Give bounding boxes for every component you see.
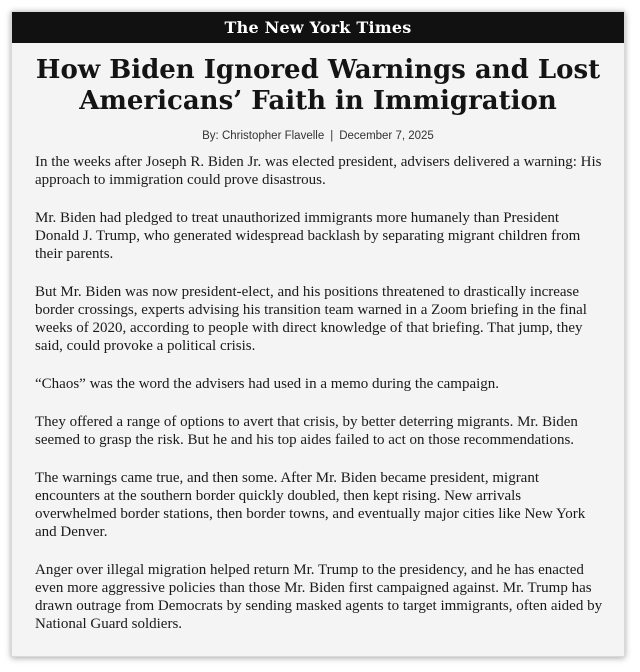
- article-paragraph: Mr. Biden had pledged to treat unauthorized immigrants more humanely than President Donald J. Trump, who generated widespread backlash by separating migrant children from their parents.: [35, 210, 581, 262]
- byline-author[interactable]: By: Christopher Flavelle: [202, 130, 325, 142]
- article-paragraph: But Mr. Biden was now president-elect, and his positions threatened to drastically increase border crossings, experts advising his transition team warned in a Zoom briefing in the final weeks of 2020, according to people with direct knowledge of that briefing. That jump, they said, could provoke a political crisis.: [35, 284, 587, 354]
- byline: [12, 130, 624, 142]
- byline-date: December 7, 2025: [339, 130, 434, 142]
- article-card: [11, 11, 625, 657]
- article-body: [35, 153, 604, 633]
- nyt-logo[interactable]: The New York Times: [224, 18, 412, 37]
- headline-line-2: Americans’ Faith in Immigration: [79, 86, 557, 116]
- article-paragraph: In the weeks after Joseph R. Biden Jr. was elected president, advisers delivered a warning: His approach to immigration could prove disastrous.: [35, 154, 602, 188]
- headline: [24, 55, 612, 117]
- article-paragraph: Anger over illegal migration helped return Mr. Trump to the presidency, and he has enacted even more aggressive policies than those Mr. Biden first campaigned against. Mr. Trump has drawn outrage from Democrats by sending masked agents to target immigrants, often aided by National Guard soldiers.: [35, 562, 603, 632]
- article-paragraph: They offered a range of options to avert that crisis, by better deterring migrants. Mr. Biden seemed to grasp the risk. But he and his top aides failed to act on those recommendations.: [35, 414, 578, 448]
- article-paragraph: The warnings came true, and then some. After Mr. Biden became president, migrant encounters at the southern border quickly doubled, then kept rising. New arrivals overwhelmed border stations, then border towns, and eventually major cities like New York and Denver.: [35, 470, 586, 540]
- article-paragraph: “Chaos” was the word the advisers had used in a memo during the campaign.: [35, 376, 500, 392]
- masthead-bar: [12, 12, 624, 43]
- byline-separator: |: [330, 130, 334, 142]
- headline-line-1: How Biden Ignored Warnings and Lost: [35, 55, 601, 85]
